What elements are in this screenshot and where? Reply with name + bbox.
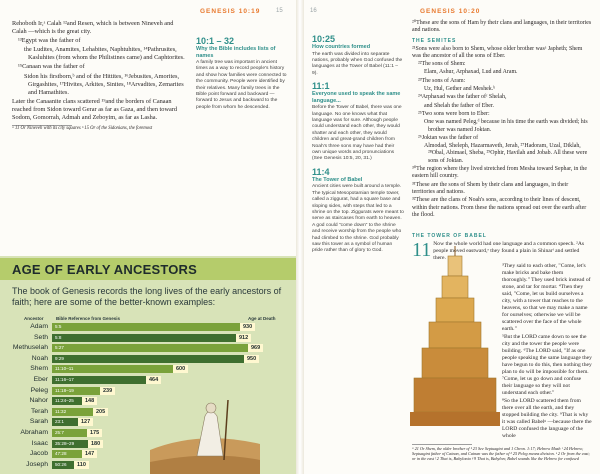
head [206,403,216,413]
bible-reference: 5:8 [55,334,62,340]
sidebar-heading: 10:25 [312,34,336,44]
desert-illustration [150,370,260,474]
ancestor-row [0,322,296,332]
verse-text: One was named Peleg,ᵈ because in his time the earth was divided; his brother was named Joktan. [424,119,588,133]
verse-text: ²²The sons of Shem: [418,61,466,68]
tower-tier [448,256,462,276]
bible-reference: 35:28–29 [55,440,75,446]
age-value: 110 [74,461,89,469]
ancestor-name: Seth [34,333,48,341]
age-bar [52,344,248,352]
ancestor-row [0,343,296,353]
verse-text: Rehoboth Ir,ᵃ Calah ¹²and Resen, which is between Nineveh and Calah —which is the great city. [12,20,174,36]
age-value: 175 [87,429,102,437]
right-page-number: 16 [310,8,317,14]
tower-base [410,412,500,426]
verse-text: ⁵But the LORD came down to see the city and the tower the people were building. ⁶The LORD said, "If as one people speaking the same language they have begun to do this, then nothing they plan to do will be impossible for them. ⁷Come, let us go down and confuse their language so they will not understand each other." [502,334,592,396]
verse-text: Uz, Hul, Gether and Meshek.ᵇ [424,86,496,93]
tower-tier [414,378,496,412]
sidebar-subheading: How countries formed [312,44,371,50]
ancestor-name: Peleg [30,386,48,394]
ancestor-row [0,354,296,364]
age-value: 147 [82,450,97,458]
age-value: 205 [93,408,108,416]
ancestor-name: Jacob [29,450,48,458]
ancestor-name: Sarah [29,418,48,426]
verse-text: ³They said to each other, "Come, let's make bricks and bake them thoroughly." They used brick instead of stone, and tar for mortar. ⁴Then they said, "Come, let us build ourselves a city, with a tower that reaches to the heavens, so that we may make a name for ourselves; otherwise we will be scattered over the face of the whole earth." [502,263,591,332]
section-heading-semites: THE SEMITES [412,37,457,44]
right-footnote: ᵃ 21 Or Shem, the older brother of ᵇ 23 See Septuagint and 1 Chron. 1:17; Hebrew Mash ᶜ 24 Hebrew; Septuagint father of Cainan, and Cainan was the father of ᵈ 25 Peleg means division. ᵉ 2 Or from the east; or in the east ᶠ 2 That is, Babylonia ᵍ 9 That is, Babylon; Babel sounds like the Hebrew for confused [412,446,590,462]
page-gutter [296,0,304,474]
tower-of-babel-illustration [410,236,500,426]
sidebar-body: A family tree was important in ancient times as a way to record people's history and show how families were connected to the community. People were identified by their relatives. Many family trees in the Bible point forward and backward —forward to Jesus and backward to the people from whom he descended. [196,60,287,110]
sidebar-heading: 11:4 [312,166,330,177]
left-running-head: GENESIS 10:19 [200,8,261,15]
ancestors-title: AGE OF EARLY ANCESTORS [0,258,296,280]
age-bar [52,355,244,363]
age-value: 180 [88,440,103,448]
bible-reference: 11:24–25 [55,398,74,404]
bible-reference: 50:26 [55,461,67,467]
bible-reference: 47:28 [55,451,67,457]
age-value: 969 [248,344,263,352]
ancestor-name: Adam [30,323,48,330]
age-value: 930 [240,323,255,331]
ancestor-name: Joseph [26,460,48,468]
right-scripture-column [412,20,592,220]
right-running-head: GENESIS 10:20 [420,8,481,15]
verse-text: ²¹Sons were also born to Shem, whose older brother wasᵃ Japheth; Shem was the ancestor of all the sons of Eber. [412,45,583,59]
tower-tier [429,322,481,348]
bible-reference: 25:7 [55,430,64,435]
verse-text: and Shelah the father of Eber. [424,102,495,109]
verse-text: ³⁰The region where they lived stretched from Mesha toward Sephar, in the eastern hill country. [412,166,587,180]
tower-tier [442,276,468,298]
age-value: 950 [244,355,259,363]
verse-text: ²³The sons of Aram: [418,77,466,84]
tower-tier [422,348,488,378]
verse-text: ³²These are the clans of Noah's sons, according to their lines of descent, within their nations. From these the nations spread out over the earth after the flood. [412,197,587,218]
verse-text: Sidon his firstborn,ᵇ and of the Hittites, ¹⁶Jebusites, Amorites, Girgashites, ¹⁷Hivites, Arkites, Sinites, ¹⁸Arvadites, Zemarites and Hamathites. [24,72,184,96]
verse-text: Later the Canaanite clans scattered ¹⁹and the borders of Canaan reached from Sidon toward Gerar as far as Gaza, and then toward Sodom, Gomorrah, Admah and Zeboyim, as far as Lasha. [12,97,178,122]
age-value: 148 [82,397,97,405]
verse-text: ⁸So the LORD scattered them from there over all the earth, and they stopped building the city. ⁹That is why it was called Babelᵍ —because there the LORD confused the language of the whole [502,398,592,439]
bible-reference: 5:5 [55,324,62,329]
sidebar-right [312,34,404,257]
col-reference: Bible Reference from Genesis [56,316,121,321]
tower-tier [436,298,474,322]
age-value: 600 [173,365,188,373]
robe [197,411,223,456]
ancestors-intro: The book of Genesis records the long lives of the early ancestors of faith; here are some of the better-known examples: [12,286,282,307]
verse-text: Almodad, Sheleph, Hazarmaveth, Jerah, ²⁷Hadoram, Uzal, Diklah, ²⁸Obal, Abimael, Sheba, ²⁹Ophir, Havilah and Jobab. All these were sons of Joktan. [424,143,588,164]
bible-reference: 5:27 [55,345,64,351]
section-heading-babel: THE TOWER OF BABEL [412,233,487,239]
verse-text: ²⁴Arphaxad was the father ofᶜ Shelah, [418,94,507,101]
col-ancestor: Ancestor [24,316,44,321]
col-age: Age at Death [248,316,276,321]
verse-text: ²⁶Joktan was the father of [418,134,479,141]
age-bar [52,334,236,342]
bible-reference: 23:1 [55,419,64,425]
ancestor-name: Nahor [29,397,48,405]
left-page-number: 15 [276,8,283,14]
left-scripture-column [12,20,187,133]
sidebar-names [196,36,288,113]
verse-text: Elam, Ashur, Arphaxad, Lud and Aram. [424,69,518,76]
ancestor-name: Noah [31,354,48,362]
ancestor-name: Isaac [31,439,48,447]
verse-text: ¹³Egypt was the father of [18,37,81,45]
ancestor-row [0,333,296,343]
chapter-dropcap: 11 [412,239,432,261]
bible-reference: 11:18–19 [55,387,74,393]
sidebar-body: The earth was divided into separate nations, probably when God confused the languages at the Tower of Babel (11:1 – 9). [312,51,403,76]
bible-reference: 11:16–17 [55,377,74,382]
verse-text: the Ludites, Anamites, Lehabites, Naphtuhites, ¹⁴Pathrusites, Kasluhites (from whom the Philistines came) and Caphtorites. [24,46,185,62]
age-value: 912 [236,334,251,342]
bible-reference: 9:29 [55,355,64,361]
verse-text: Now the whole world had one language and a common speech. ²As people moved eastward,ᵉ they found a plain in Shinarᶠ and settled there. [433,241,585,261]
verse-text: ¹⁵Canaan was the father of [18,63,85,71]
sidebar-heading: 10:1 – 32 [196,36,235,46]
age-value: 239 [100,387,115,395]
age-bar [52,323,240,331]
sidebar-subheading: The Tower of Babel [312,176,363,183]
ancestor-name: Terah [30,407,48,415]
ancestor-name: Eber [33,376,48,383]
ancestor-name: Shem [30,365,48,373]
verse-text: ²⁰These are the sons of Ham by their clans and languages, in their territories and nations. [412,20,592,34]
sidebar-subheading: Everyone used to speak the same language... [312,91,401,104]
sidebar-subheading: Why the Bible includes lists of names [196,46,276,59]
footnote-rule [412,444,472,445]
left-footnote: ᵃ 11 Or Nineveh with its city squares ᵇ 15 Or of the Sidonians, the foremost [12,126,153,132]
sidebar-heading: 11:1 [312,81,330,92]
age-value: 464 [146,376,161,384]
sidebar-body: Ancient cities were built around a temple. The typical Mesopotamian temple tower, called a ziggurat, had a square base and sloping sides, with steps that led to a shrine on the top. Ziggurats were meant to serve as staircases from earth to heaven. A god could "come down" to the shrine and receive worship from the people who had climbed to the shrine. God probably saw this tower as a symbol of human pride rather than of glory to God. [312,184,404,254]
ancestor-name: Abraham [20,429,48,436]
sidebar-body: Before the Tower of Babel, there was one language. No one knows what that language was for sure. Although people could understand each other, they would shatter and each other, they would children and great-grand children from Noah's three sons may have had their own unique words and pronunciations (See Genesis 10:5, 20, 31.) [312,105,402,162]
bible-reference: 11:10–11 [55,366,74,372]
verse-text: ³¹These are the sons of Shem by their clans and languages, in their territories and nations. [412,181,569,195]
verse-text: ²⁵Two sons were born to Eber: [418,110,490,117]
age-value: 127 [78,418,93,426]
bible-reference: 11:32 [55,408,67,414]
ancestor-name: Methuselah [12,344,48,352]
